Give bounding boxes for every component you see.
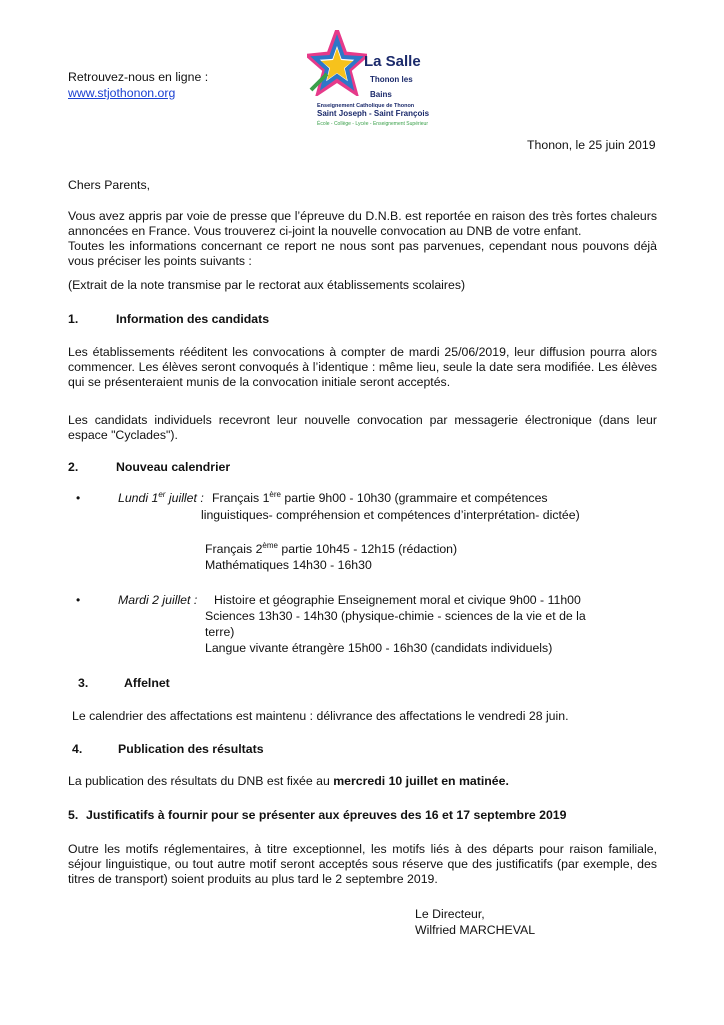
logo-name: La Salle: [364, 53, 421, 70]
signature-role: Le Directeur,: [415, 907, 485, 921]
section-5-paragraph: Outre les motifs réglementaires, à titre exceptionnel, les motifs liés à des départs pour raison familiale, séjour linguistique, ou tout autre motif seront acceptés sous réserve que des justificatifs (par exemple, des titres de transport) soient produits au plus tard le 2 septembre 2019.: [68, 842, 657, 886]
logo-subtitle: Enseignement Catholique de Thonon: [317, 103, 415, 109]
lundi-maths: Mathématiques 14h30 - 16h30: [205, 558, 372, 572]
intro-paragraph-2: Toutes les informations concernant ce report ne nous sont pas parvenues, cependant nous pouvons déjà vous préciser les points suivants :: [68, 239, 657, 268]
section-1-paragraph-2: Les candidats individuels recevront leur nouvelle convocation par messagerie électronique (dans leur espace "Cyclades").: [68, 413, 657, 442]
logo-levels: École - Collège - Lycée - Enseignement Supérieur: [317, 121, 428, 127]
lundi-french-1: Français 1ère partie 9h00 - 10h30 (grammaire et compétences: [212, 489, 548, 505]
mardi-label: Mardi 2 juillet :: [118, 593, 198, 607]
mardi-sciences-cont: terre): [205, 625, 235, 639]
section-3-number: 3.: [78, 676, 89, 690]
signature-name: Wilfried MARCHEVAL: [415, 923, 536, 937]
extract-note: (Extrait de la note transmise par le rectorat aux établissements scolaires): [68, 278, 466, 292]
mardi-languages: Langue vivante étrangère 15h00 - 16h30 (candidats individuels): [205, 641, 553, 655]
section-3-title: Affelnet: [124, 676, 170, 690]
section-1-title: Information des candidats: [116, 312, 270, 326]
bullet-mardi: •: [76, 593, 81, 607]
logo-schools: Saint Joseph - Saint François: [317, 109, 430, 118]
section-1-paragraph-1: Les établissements rééditent les convocations à compter de mardi 25/06/2019, leur diffusion pourra alors commencer. Les élèves seront convoqués à l’identique : même lieu, seule la date sera modifiée. Les élèves qui se présenteraient munis de la convocation initiale seront acceptés.: [68, 345, 657, 389]
bullet-lundi: •: [76, 491, 81, 505]
section-3-paragraph: Le calendrier des affectations est maintenu : délivrance des affectations le vendredi 28 juin.: [72, 709, 569, 723]
section-1-number: 1.: [68, 312, 79, 326]
letter-date: Thonon, le 25 juin 2019: [527, 138, 656, 152]
section-2-number: 2.: [68, 460, 79, 474]
website-link[interactable]: www.stjothonon.org: [68, 86, 176, 100]
school-logo: [307, 30, 435, 128]
section-4-number: 4.: [72, 742, 83, 756]
lundi-french-1-detail: linguistiques- compréhension et compétences d’interprétation- dictée): [201, 508, 580, 522]
mardi-sciences: Sciences 13h30 - 14h30 (physique-chimie - sciences de la vie et de la: [205, 609, 586, 623]
star-logo-icon: [307, 30, 367, 96]
lundi-french-2: Français 2ème partie 10h45 - 12h15 (rédaction): [205, 540, 458, 556]
intro-paragraph-1: Vous avez appris par voie de presse que l’épreuve du D.N.B. est reportée en raison des très fortes chaleurs annoncées en France. Vous trouverez ci-joint la nouvelle convocation au DNB de votre enfant.: [68, 209, 657, 238]
find-us-text: Retrouvez-nous en ligne :: [68, 70, 209, 84]
mardi-history: Histoire et géographie Enseignement moral et civique 9h00 - 11h00: [214, 593, 581, 607]
section-4-paragraph: La publication des résultats du DNB est fixée au mercredi 10 juillet en matinée.: [68, 774, 509, 788]
section-2-title: Nouveau calendrier: [116, 460, 231, 474]
lundi-label: Lundi 1er juillet :: [118, 489, 204, 505]
logo-city: Thonon les Bains: [370, 75, 413, 99]
section-5-number: 5.: [68, 808, 79, 822]
section-5-title: Justificatifs à fournir pour se présenter aux épreuves des 16 et 17 septembre 2019: [86, 808, 567, 822]
greeting: Chers Parents,: [68, 178, 151, 192]
section-4-title: Publication des résultats: [118, 742, 264, 756]
